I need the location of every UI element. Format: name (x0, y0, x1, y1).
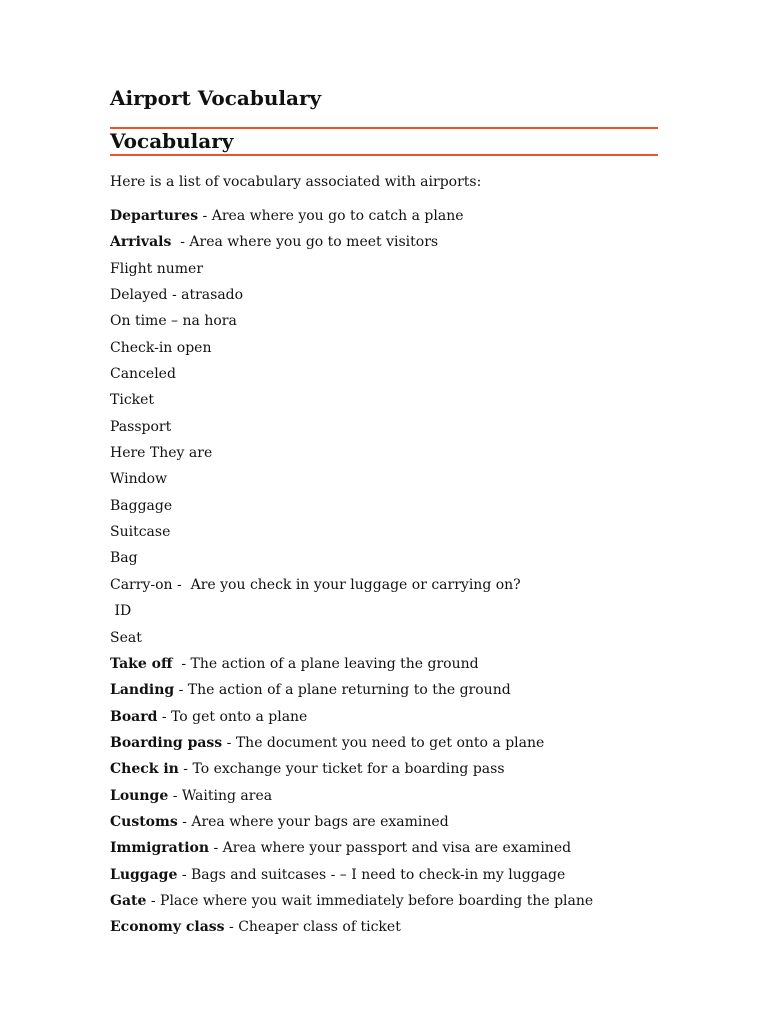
vocab-definition: Ticket (110, 392, 155, 409)
vocab-item (110, 417, 670, 443)
vocab-definition: - Place where you wait immediately before boarding the plane (146, 892, 594, 909)
vocab-item (110, 759, 670, 785)
vocab-definition: - Waiting area (168, 787, 273, 804)
vocab-term: Economy class (110, 919, 225, 936)
vocab-definition: - The document you need to get onto a plane (222, 734, 545, 751)
vocab-item (110, 628, 670, 654)
vocab-term: Landing (110, 682, 175, 699)
vocab-definition: Window (110, 471, 168, 488)
vocab-definition: On time – na hora (110, 313, 237, 330)
vocab-item (110, 469, 670, 495)
vocab-item (110, 232, 670, 258)
vocab-item (110, 390, 670, 416)
vocab-definition: - Area where your passport and visa are examined (209, 840, 572, 857)
vocab-definition: - To exchange your ticket for a boarding pass (178, 761, 505, 778)
vocab-term: Take off (110, 655, 173, 672)
vocab-item (110, 601, 670, 627)
vocab-definition: - Bags and suitcases - – I need to check-in my luggage (177, 866, 566, 883)
vocab-item (110, 812, 670, 838)
vocab-term: Boarding pass (110, 734, 223, 751)
vocab-term: Check in (110, 761, 179, 778)
vocab-definition: - Area where you go to catch a plane (198, 208, 464, 224)
vocab-definition: Bag (110, 550, 138, 567)
vocab-term: Luggage (110, 866, 178, 883)
vocab-definition: - Cheaper class of ticket (224, 919, 401, 936)
vocab-term: Gate (110, 892, 147, 909)
vocab-definition: - Area where you go to meet visitors (171, 234, 439, 251)
vocab-term: Board (110, 708, 158, 725)
vocab-item (110, 311, 670, 337)
intro-paragraph: Here is a list of vocabulary associated with airports: (110, 174, 482, 190)
vocab-definition: Suitcase (110, 524, 171, 541)
vocab-item (110, 838, 670, 864)
vocab-definition: Passport (110, 418, 172, 435)
section-heading: Vocabulary (110, 129, 234, 153)
section-heading-bar (110, 127, 658, 156)
vocab-definition: - The action of a plane leaving the ground (172, 655, 479, 672)
vocab-definition: - The action of a plane returning to the ground (174, 682, 511, 699)
vocabulary-list (110, 206, 670, 944)
vocab-definition: Carry-on - Are you check in your luggage or carrying on? (110, 576, 521, 593)
vocab-item (110, 285, 670, 311)
vocab-definition: Here They are (110, 445, 213, 462)
vocab-item (110, 206, 670, 232)
vocab-item (110, 338, 670, 364)
vocab-item (110, 522, 670, 548)
vocab-definition: Flight numer (110, 260, 204, 277)
vocab-definition: - Area where your bags are examined (177, 813, 449, 830)
vocab-term: Immigration (110, 840, 210, 857)
vocab-item (110, 259, 670, 285)
vocab-item (110, 575, 670, 601)
vocab-item (110, 786, 670, 812)
vocab-item (110, 364, 670, 390)
vocab-term: Lounge (110, 787, 169, 804)
vocab-definition: Baggage (110, 497, 173, 514)
vocab-item (110, 707, 670, 733)
vocab-item (110, 680, 670, 706)
document-title: Airport Vocabulary (110, 86, 322, 110)
vocab-item (110, 865, 670, 891)
vocab-term: Arrivals (110, 234, 172, 251)
vocab-item (110, 654, 670, 680)
vocab-item (110, 496, 670, 522)
vocab-definition: Check-in open (110, 339, 212, 356)
vocab-term: Customs (110, 813, 178, 830)
vocab-definition: Canceled (110, 366, 176, 383)
vocab-term: Departures (110, 208, 199, 224)
vocab-definition: - To get onto a plane (157, 708, 308, 725)
vocab-definition: ID (110, 603, 132, 620)
vocab-definition: Delayed - atrasado (110, 287, 244, 304)
vocab-definition: Seat (110, 629, 142, 646)
vocab-item (110, 548, 670, 574)
vocab-item (110, 917, 670, 943)
vocab-item (110, 443, 670, 469)
vocab-item (110, 891, 670, 917)
vocab-item (110, 733, 670, 759)
